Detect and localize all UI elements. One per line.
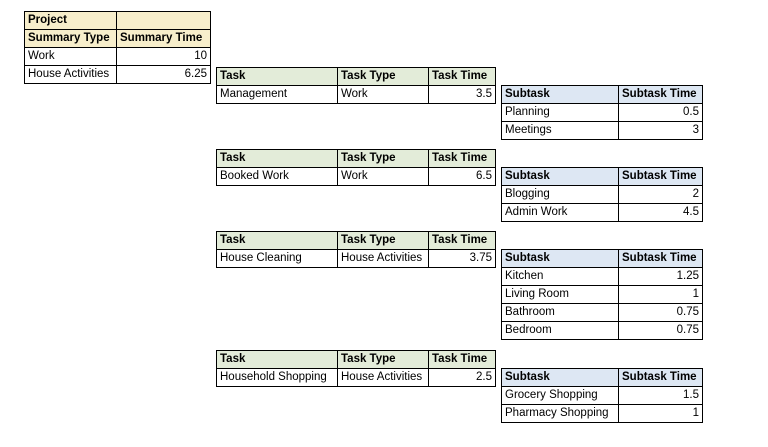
summary-type-cell: House Activities [25,66,117,84]
task-name-cell: House Cleaning [217,250,338,268]
table-row [502,405,703,423]
subtask-time-cell: 0.75 [619,322,703,340]
task-time-header: Task Time [429,232,496,250]
table-row [502,304,703,322]
subtask-name-cell: Admin Work [502,204,619,222]
subtask-time-cell: 1 [619,286,703,304]
summary-time-cell: 6.25 [117,66,211,84]
subtask-table-booked-work [501,167,703,222]
subtask-time-cell: 0.5 [619,104,703,122]
task-type-cell: House Activities [338,250,429,268]
table-row [502,186,703,204]
summary-type-cell: Work [25,48,117,66]
task-time-cell: 6.5 [429,168,496,186]
subtask-name-cell: Bedroom [502,322,619,340]
task-type-cell: House Activities [338,369,429,387]
subtask-time-cell: 1.5 [619,387,703,405]
task-type-header: Task Type [338,68,429,86]
table-row [217,250,496,268]
subtask-header: Subtask [502,86,619,104]
task-type-cell: Work [338,168,429,186]
table-row [217,369,496,387]
subtask-time-cell: 3 [619,122,703,140]
table-row [25,66,211,84]
subtask-time-header: Subtask Time [619,369,703,387]
table-row [217,86,496,104]
table-row [502,204,703,222]
task-time-cell: 2.5 [429,369,496,387]
subtask-time-header: Subtask Time [619,168,703,186]
subtask-header: Subtask [502,369,619,387]
subtask-time-cell: 2 [619,186,703,204]
subtask-header: Subtask [502,250,619,268]
subtask-header: Subtask [502,168,619,186]
task-header: Task [217,150,338,168]
task-time-header: Task Time [429,351,496,369]
subtask-table-house-cleaning [501,249,703,340]
table-row [502,104,703,122]
table-row [502,122,703,140]
project-summary-table [24,11,211,84]
subtask-time-header: Subtask Time [619,250,703,268]
summary-time-cell: 10 [117,48,211,66]
subtask-name-cell: Blogging [502,186,619,204]
task-name-cell: Management [217,86,338,104]
task-time-header: Task Time [429,150,496,168]
subtask-time-cell: 4.5 [619,204,703,222]
task-type-cell: Work [338,86,429,104]
task-header: Task [217,232,338,250]
project-title-blank [117,12,211,30]
subtask-name-cell: Bathroom [502,304,619,322]
table-row [502,286,703,304]
task-type-header: Task Type [338,150,429,168]
task-table-household-shopping [216,350,496,387]
table-row [502,387,703,405]
subtask-name-cell: Kitchen [502,268,619,286]
summary-time-header: Summary Time [117,30,211,48]
task-table-booked-work [216,149,496,186]
summary-type-header: Summary Type [25,30,117,48]
subtask-table-household-shopping [501,368,703,423]
table-row [25,48,211,66]
subtask-time-cell: 1.25 [619,268,703,286]
task-header: Task [217,351,338,369]
subtask-time-cell: 0.75 [619,304,703,322]
subtask-name-cell: Living Room [502,286,619,304]
subtask-name-cell: Pharmacy Shopping [502,405,619,423]
task-name-cell: Booked Work [217,168,338,186]
task-table-management [216,67,496,104]
subtask-time-header: Subtask Time [619,86,703,104]
task-header: Task [217,68,338,86]
task-time-cell: 3.75 [429,250,496,268]
table-row [217,168,496,186]
subtask-name-cell: Meetings [502,122,619,140]
task-name-cell: Household Shopping [217,369,338,387]
subtask-name-cell: Grocery Shopping [502,387,619,405]
subtask-name-cell: Planning [502,104,619,122]
table-row [502,268,703,286]
task-type-header: Task Type [338,232,429,250]
task-table-house-cleaning [216,231,496,268]
subtask-table-management [501,85,703,140]
table-row [502,322,703,340]
subtask-time-cell: 1 [619,405,703,423]
task-time-header: Task Time [429,68,496,86]
project-title: Project [25,12,117,30]
task-time-cell: 3.5 [429,86,496,104]
task-type-header: Task Type [338,351,429,369]
